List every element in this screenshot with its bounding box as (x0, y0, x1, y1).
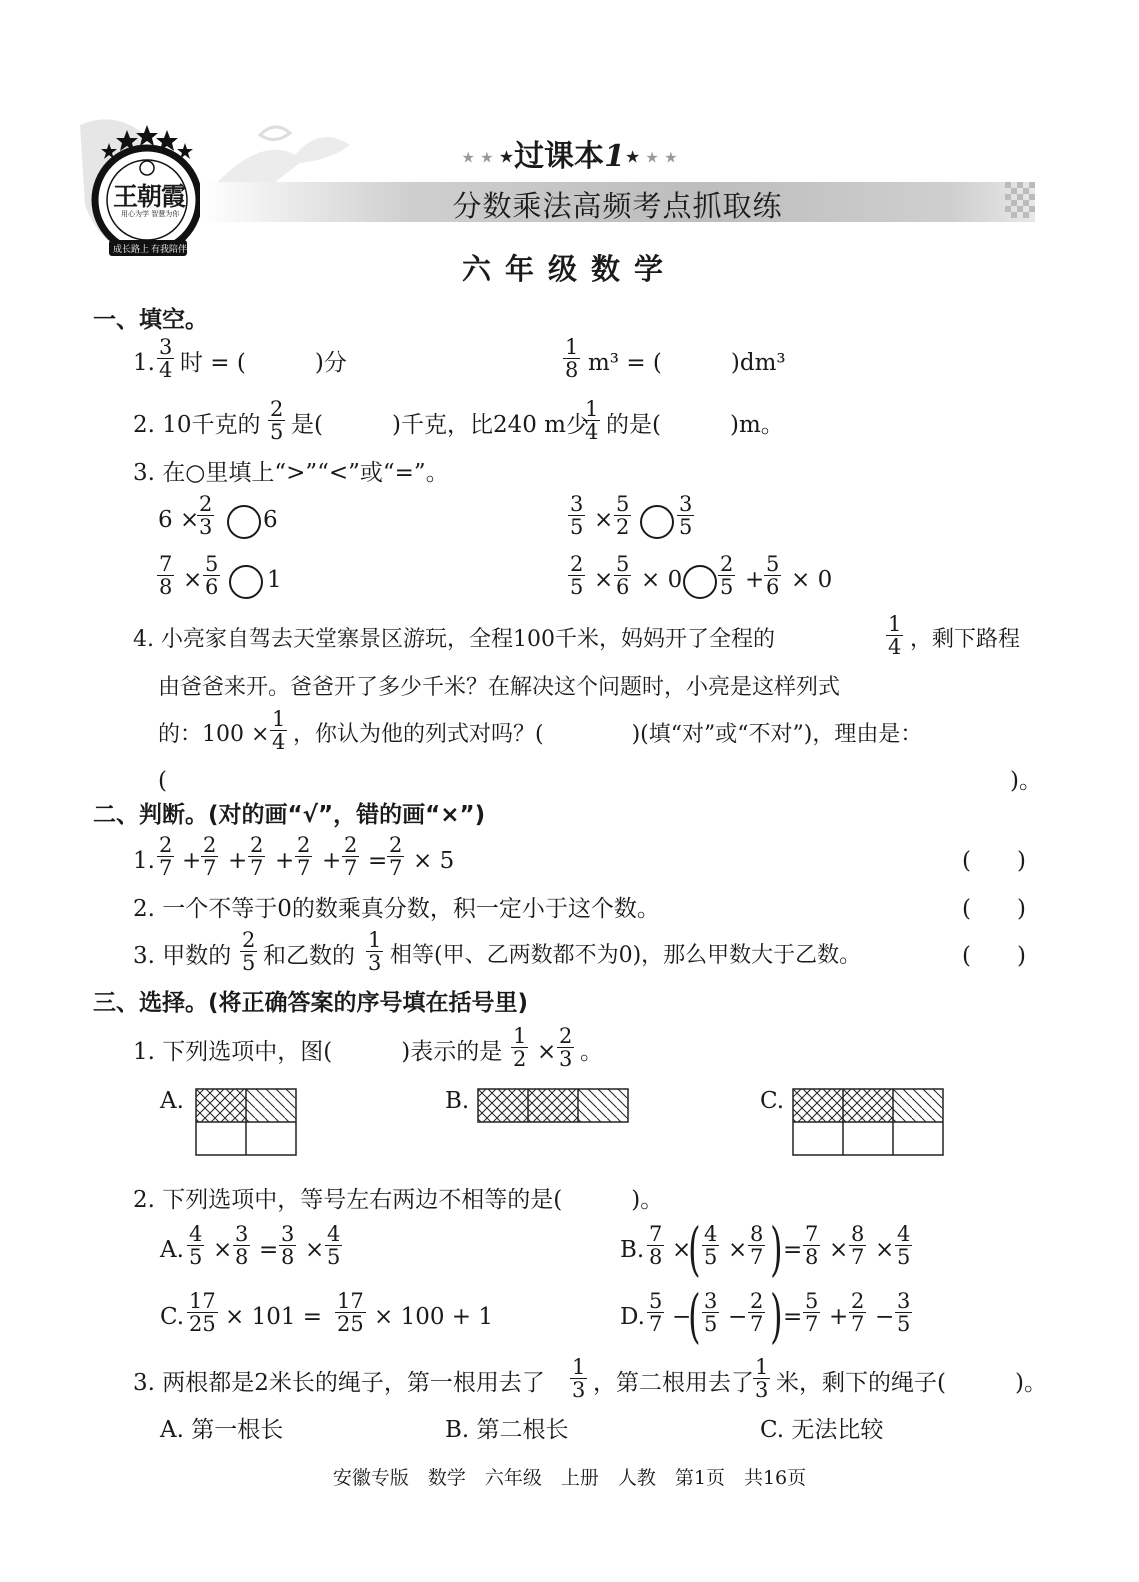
s2-q1-plus: + (228, 848, 248, 874)
page-title: 分数乘法高频考点抓取练 (452, 189, 783, 223)
s3-q2-d-frac: 5 7 (649, 1289, 663, 1336)
s3-q3-a: 3. 两根都是2米长的绳子，第一根用去了 (133, 1370, 545, 1396)
s3-q2-d-frac: 2 7 (851, 1289, 865, 1336)
s1-q2-b: 是( )千克，比240 m少 (291, 412, 589, 438)
s3-q3-option-b[interactable]: B. 第二根长 (445, 1417, 569, 1443)
s1-q3-e1-a: 6 × (158, 507, 200, 533)
s1-q2-frac1: 2 5 (270, 397, 284, 444)
s3-q3-option-c[interactable]: C. 无法比较 (760, 1417, 884, 1443)
s3-q1-option-a-label: A. (160, 1088, 184, 1114)
s3-q2-c-end: × 100 + 1 (374, 1304, 494, 1330)
s1-q1a-frac: 3 4 (159, 335, 173, 382)
brand-logo (75, 105, 220, 265)
s3-q1-op: × (537, 1039, 557, 1065)
s1-q3-e4-frac2: 5 6 (616, 552, 630, 599)
s3-q2-b-op: × (672, 1237, 692, 1263)
compare-circle[interactable] (683, 565, 717, 599)
s3-q2-b-frac: 8 7 (851, 1222, 865, 1269)
s3-q2-d-label: D. (620, 1304, 645, 1330)
s3-q3-option-a[interactable]: A. 第一根长 (160, 1417, 284, 1443)
compare-circle[interactable] (229, 565, 263, 599)
compare-circle[interactable] (227, 505, 261, 539)
section-1-heading: 一、填空。 (93, 307, 208, 333)
s1-q1a-text: 时 = ( )分 (180, 350, 347, 376)
s3-q2-b-frac: 4 5 (704, 1222, 718, 1269)
s1-q3-e2-frac2: 5 2 (616, 492, 630, 539)
logo-slogan-1: 成长路上 (113, 245, 150, 255)
s3-q1-option-c-label: C. (760, 1088, 785, 1114)
s3-q1-c: 。 (580, 1039, 603, 1065)
s2-q3-b: 和乙数的 (263, 943, 355, 969)
s2-q1-frac: 2 7 (250, 833, 264, 880)
s3-q2-b-frac: 8 7 (750, 1222, 764, 1269)
s1-q3-e3-b: 1 (267, 567, 282, 593)
s3-q2-d-op: + (829, 1304, 849, 1330)
s1-q3-e1-b: 6 (263, 507, 278, 533)
s3-q2-d-frac: 2 7 (750, 1289, 764, 1336)
s3-q2-a-op: × (213, 1237, 233, 1263)
s3-q2-d-op: − (672, 1304, 692, 1330)
s2-q1-plus: + (322, 848, 342, 874)
s1-q3-e4-end: × 0 (791, 567, 833, 593)
s1-q4-frac1: 1 4 (888, 612, 902, 659)
left-paren: ( (688, 1282, 701, 1350)
s3-q2-d-op: − (875, 1304, 895, 1330)
s1-q3-e2-frac3: 3 5 (679, 492, 693, 539)
s2-q2-text: 2. 一个不等于0的数乘真分数，积一定小于这个数。 (133, 896, 660, 922)
s3-q2-text: 2. 下列选项中，等号左右两边不相等的是( )。 (133, 1187, 664, 1213)
s1-q4-line4b: )。 (1010, 768, 1042, 794)
s2-q3-frac2: 1 3 (368, 928, 382, 975)
s3-q1-frac1: 1 2 (513, 1024, 527, 1071)
s3-q2-a-frac: 4 5 (189, 1222, 203, 1269)
logo-tagline: 用心为学 智慧为你 (121, 210, 180, 218)
s1-q3-e2-op: × (594, 507, 614, 533)
s2-q1-plus: + (275, 848, 295, 874)
s3-q2-c-mid: × 101 = (225, 1304, 323, 1330)
answer-blank[interactable]: ( ) (962, 848, 1026, 874)
s2-q1-frac: 2 7 (389, 833, 403, 880)
s3-q2-b-op: × (875, 1237, 895, 1263)
s3-q2-b-op: × (728, 1237, 748, 1263)
s1-q2-frac2: 1 4 (585, 397, 599, 444)
s2-q1-plus: + (182, 848, 202, 874)
s1-q1b-frac: 1 8 (565, 335, 579, 382)
s3-q3-c: 米，剩下的绳子( )。 (776, 1370, 1047, 1396)
s3-q2-c-label: C. (160, 1304, 185, 1330)
compare-circle[interactable] (640, 505, 674, 539)
s1-q4-line4a: ( (158, 768, 167, 794)
s1-q1a-num: 1. (133, 350, 155, 376)
s2-q3-frac1: 2 5 (242, 928, 256, 975)
option-c-figure[interactable] (792, 1088, 945, 1156)
s3-q2-a-op: × (305, 1237, 325, 1263)
page-subtitle: 六年级数学 (461, 252, 677, 286)
s2-q1-frac: 2 7 (159, 833, 173, 880)
s3-q1-a: 1. 下列选项中，图( )表示的是 (133, 1039, 503, 1065)
s3-q2-a-label: A. (160, 1237, 184, 1263)
s3-q2-b-frac: 7 8 (649, 1222, 663, 1269)
logo-name: 王朝霞 (113, 182, 186, 211)
right-paren: ) (770, 1215, 783, 1283)
s3-q3-b: ，第二根用去了 (593, 1370, 754, 1396)
s1-q4-line3a: 的：100 × (158, 722, 270, 747)
s3-q2-d-frac: 3 5 (897, 1289, 911, 1336)
s3-q2-a-eq: = (259, 1237, 279, 1263)
s3-q2-d-eq: = (783, 1304, 803, 1330)
s1-q3-e4-frac3: 2 5 (720, 552, 734, 599)
s1-q3-e4-frac1: 2 5 (570, 552, 584, 599)
s3-q2-b-op: × (829, 1237, 849, 1263)
s3-q3-frac1: 1 3 (572, 1355, 586, 1402)
s1-q3-text: 3. 在○里填上“>”“<”或“=”。 (133, 460, 449, 486)
s3-q2-b-frac: 7 8 (805, 1222, 819, 1269)
s1-q3-e1-frac: 2 3 (199, 492, 213, 539)
logo-slogan-2: 有我陪伴 (151, 245, 188, 255)
s1-q4-line3b: ，你认为他的列式对吗？( )(填“对”或“不对”)，理由是： (293, 722, 923, 747)
s2-q1-end: × 5 (413, 848, 455, 874)
s3-q2-b-label: B. (620, 1237, 645, 1263)
s1-q4-line1b: ，剩下路程 (910, 627, 1021, 652)
s2-q1-eq: = (368, 848, 388, 874)
s3-q2-b-frac: 4 5 (897, 1222, 911, 1269)
series-label: ★ ★ ★过课本1★ ★ ★ (461, 139, 678, 174)
s1-q4-frac2: 1 4 (272, 707, 286, 754)
s3-q2-a-frac: 3 8 (281, 1222, 295, 1269)
s3-q2-d-op: − (728, 1304, 748, 1330)
s3-q1-frac2: 2 3 (559, 1024, 573, 1071)
s1-q3-e3-op: × (183, 567, 203, 593)
s1-q2-c: 的是( )m。 (606, 412, 784, 438)
s2-q3-c: 相等(甲、乙两数都不为0)，那么甲数大于乙数。 (390, 943, 862, 968)
s3-q2-c-frac: 17 25 (189, 1289, 216, 1336)
answer-blank[interactable]: ( ) (962, 943, 1026, 969)
s3-q2-b-eq: = (783, 1237, 803, 1263)
s1-q2-a: 2. 10千克的 (133, 412, 261, 438)
s1-q3-e3-frac1: 7 8 (159, 552, 173, 599)
s1-q3-e4-mid: × 0 (641, 567, 683, 593)
right-paren: ) (770, 1282, 783, 1350)
s3-q1-option-b-label: B. (445, 1088, 470, 1114)
answer-blank[interactable]: ( ) (962, 896, 1026, 922)
s2-q1-frac: 2 7 (297, 833, 311, 880)
s2-q1-frac: 2 7 (203, 833, 217, 880)
s1-q3-e3-frac2: 5 6 (205, 552, 219, 599)
s2-q1-num: 1. (133, 848, 155, 874)
s3-q2-c-frac: 17 25 (337, 1289, 364, 1336)
page-footer: 安徽专版 数学 六年级 上册 人教 第1页 共16页 (332, 1467, 807, 1489)
left-paren: ( (688, 1215, 701, 1283)
s1-q3-e4-plus: + (745, 567, 765, 593)
s2-q3-a: 3. 甲数的 (133, 943, 232, 969)
option-a-figure[interactable] (195, 1088, 298, 1156)
s1-q4-line1a: 4. 小亮家自驾去天堂寨景区游玩，全程100千米，妈妈开了全程的 (133, 627, 775, 652)
s3-q3-frac2: 1 3 (755, 1355, 769, 1402)
s1-q3-e4-frac4: 5 6 (766, 552, 780, 599)
section-2-heading: 二、判断。(对的画“√”，错的画“×”) (93, 802, 486, 828)
s2-q1-frac: 2 7 (344, 833, 358, 880)
s3-q2-d-frac: 3 5 (704, 1289, 718, 1336)
s3-q2-a-frac: 4 5 (327, 1222, 341, 1269)
s1-q3-e4-op: × (594, 567, 614, 593)
s1-q1b-text: m³ = ( )dm³ (588, 350, 786, 376)
s3-q2-d-frac: 5 7 (805, 1289, 819, 1336)
section-3-heading: 三、选择。(将正确答案的序号填在括号里) (93, 990, 529, 1016)
s1-q4-line2: 由爸爸来开。爸爸开了多少千米？在解决这个问题时，小亮是这样列式 (158, 675, 841, 700)
option-b-figure[interactable] (477, 1088, 630, 1124)
s3-q2-a-frac: 3 8 (235, 1222, 249, 1269)
s1-q3-e2-frac1: 3 5 (570, 492, 584, 539)
